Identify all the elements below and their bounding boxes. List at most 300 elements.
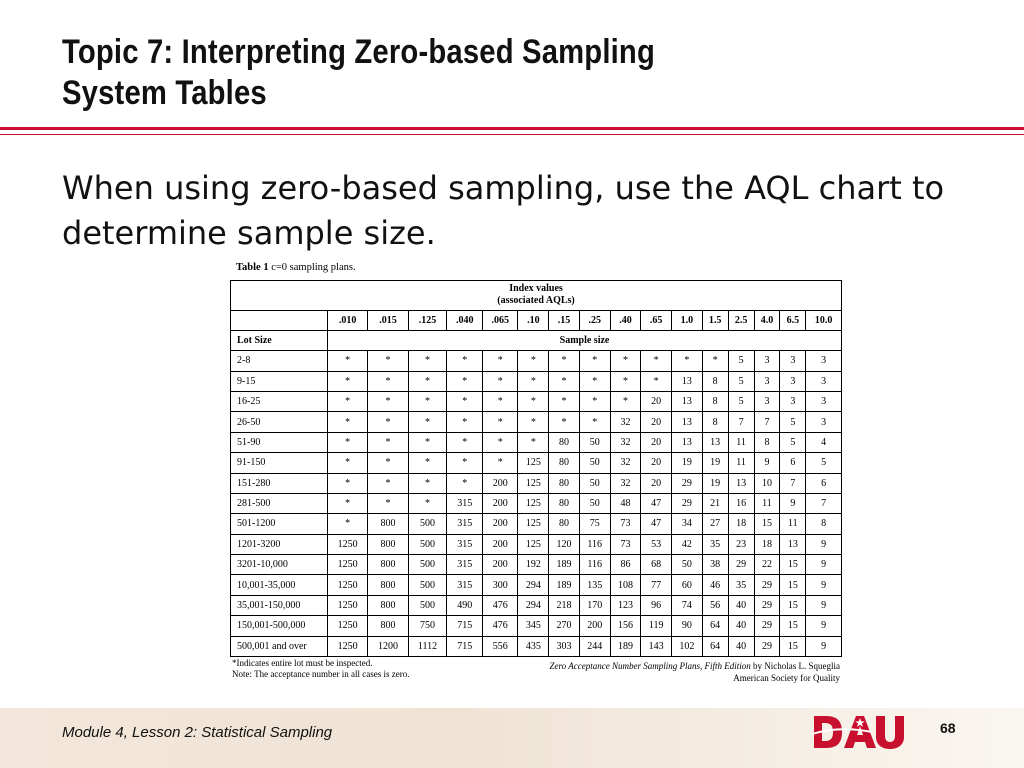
sample-size-cell: 189 xyxy=(610,636,641,656)
sample-size-cell: * xyxy=(408,392,447,412)
sample-size-cell: 29 xyxy=(754,595,780,615)
sample-size-cell: 156 xyxy=(610,616,641,636)
lot-size-cell: 26-50 xyxy=(231,412,328,432)
lot-size-cell: 10,001-35,000 xyxy=(231,575,328,595)
sample-size-cell: 96 xyxy=(641,595,672,615)
sample-size-cell: * xyxy=(368,473,408,493)
index-header-line-2: (associated AQLs) xyxy=(497,295,575,307)
lot-size-cell: 151-280 xyxy=(231,473,328,493)
sample-size-cell: 35 xyxy=(702,534,728,554)
sample-size-cell: * xyxy=(368,453,408,473)
sample-size-cell: 11 xyxy=(780,514,806,534)
sample-size-cell: 50 xyxy=(672,555,703,575)
aql-corner-cell xyxy=(231,310,328,330)
aql-value-cell: 6.5 xyxy=(780,310,806,330)
sample-size-cell: 715 xyxy=(447,636,483,656)
sample-size-cell: 500 xyxy=(408,575,447,595)
lot-size-cell: 3201-10,000 xyxy=(231,555,328,575)
table-row xyxy=(231,371,842,391)
sample-size-cell: * xyxy=(579,371,610,391)
sample-size-cell: 35 xyxy=(728,575,754,595)
sample-size-cell: 200 xyxy=(482,493,518,513)
table-caption-text: c=0 sampling plans. xyxy=(268,262,356,273)
slide-title xyxy=(62,32,836,114)
table-row xyxy=(231,595,842,615)
sample-size-cell: * xyxy=(368,392,408,412)
table-row xyxy=(231,432,842,452)
sample-size-cell: 56 xyxy=(702,595,728,615)
sample-size-cell: 13 xyxy=(728,473,754,493)
sample-size-cell: 108 xyxy=(610,575,641,595)
sample-size-cell: 7 xyxy=(780,473,806,493)
sample-size-cell: * xyxy=(482,453,518,473)
sample-size-cell: 3 xyxy=(806,412,842,432)
sample-size-cell: * xyxy=(447,392,483,412)
sample-size-cell: 29 xyxy=(754,616,780,636)
lot-size-cell: 2-8 xyxy=(231,351,328,371)
aql-value-cell: .15 xyxy=(549,310,580,330)
sample-size-cell: 315 xyxy=(447,575,483,595)
lot-size-cell: 9-15 xyxy=(231,371,328,391)
lot-size-cell: 150,001-500,000 xyxy=(231,616,328,636)
sample-size-cell: 500 xyxy=(408,534,447,554)
sample-size-cell: * xyxy=(408,493,447,513)
table-row xyxy=(231,351,842,371)
sample-size-cell: 3 xyxy=(754,392,780,412)
sample-size-cell: 22 xyxy=(754,555,780,575)
sample-size-cell: 1250 xyxy=(328,555,368,575)
table-row xyxy=(231,575,842,595)
sample-size-cell: * xyxy=(610,351,641,371)
table-header-index xyxy=(231,281,842,311)
sample-size-cell: * xyxy=(447,371,483,391)
sample-size-cell: 3 xyxy=(806,351,842,371)
sample-size-cell: 50 xyxy=(579,473,610,493)
table-row xyxy=(231,412,842,432)
sample-size-cell: 50 xyxy=(579,453,610,473)
sample-size-cell: 715 xyxy=(447,616,483,636)
aql-value-cell: .065 xyxy=(482,310,518,330)
sample-size-cell: 68 xyxy=(641,555,672,575)
sample-size-cell: 1112 xyxy=(408,636,447,656)
sample-size-cell: 64 xyxy=(702,636,728,656)
lot-size-cell: 281-500 xyxy=(231,493,328,513)
sample-size-cell: * xyxy=(328,432,368,452)
sample-size-cell: * xyxy=(328,371,368,391)
sample-size-cell: 315 xyxy=(447,514,483,534)
sample-size-cell: 800 xyxy=(368,534,408,554)
table-caption-number: Table 1 xyxy=(236,262,269,273)
sample-size-cell: 40 xyxy=(728,636,754,656)
sample-size-cell: * xyxy=(549,351,580,371)
sample-size-cell: * xyxy=(518,432,549,452)
sample-size-cell: 13 xyxy=(702,432,728,452)
sample-size-cell: 90 xyxy=(672,616,703,636)
sample-size-cell: 135 xyxy=(579,575,610,595)
sample-size-cell: 10 xyxy=(754,473,780,493)
sample-size-cell: 3 xyxy=(806,392,842,412)
table-row xyxy=(231,493,842,513)
sample-size-cell: 29 xyxy=(728,555,754,575)
sample-size-cell: 75 xyxy=(579,514,610,534)
sample-size-cell: * xyxy=(408,473,447,493)
table-citation xyxy=(550,660,840,684)
sample-size-cell: 3 xyxy=(754,351,780,371)
slide-title-line-1: Topic 7: Interpreting Zero-based Sampling xyxy=(62,33,655,71)
sample-size-cell: * xyxy=(447,412,483,432)
table-header-aql-values xyxy=(231,310,842,330)
dau-logo xyxy=(812,712,904,752)
sample-size-cell: 86 xyxy=(610,555,641,575)
sample-size-cell: 9 xyxy=(754,453,780,473)
sample-size-cell: * xyxy=(482,371,518,391)
sample-size-cell: 800 xyxy=(368,514,408,534)
table-row xyxy=(231,534,842,554)
sample-size-cell: 11 xyxy=(728,453,754,473)
sample-size-cell: 200 xyxy=(579,616,610,636)
sample-size-cell: 80 xyxy=(549,473,580,493)
sample-size-cell: 125 xyxy=(518,473,549,493)
lot-size-cell: 35,001-150,000 xyxy=(231,595,328,615)
sample-size-cell: 29 xyxy=(672,473,703,493)
sample-size-cell: 9 xyxy=(806,555,842,575)
sample-size-cell: 19 xyxy=(672,453,703,473)
index-values-header xyxy=(231,281,842,311)
sample-size-cell: 500 xyxy=(408,514,447,534)
table-row xyxy=(231,473,842,493)
sample-size-cell: 1250 xyxy=(328,616,368,636)
sample-size-cell: 125 xyxy=(518,493,549,513)
aql-value-cell: .10 xyxy=(518,310,549,330)
lot-size-header: Lot Size xyxy=(231,330,328,350)
sample-size-cell: 200 xyxy=(482,534,518,554)
aql-value-cell: .25 xyxy=(579,310,610,330)
sample-size-cell: 303 xyxy=(549,636,580,656)
lot-size-cell: 16-25 xyxy=(231,392,328,412)
sample-size-cell: 300 xyxy=(482,575,518,595)
sample-size-cell: 11 xyxy=(728,432,754,452)
aql-value-cell: .015 xyxy=(368,310,408,330)
sample-size-cell: * xyxy=(549,371,580,391)
sample-size-cell: 3 xyxy=(780,371,806,391)
sample-size-cell: 29 xyxy=(754,636,780,656)
sample-size-cell: 119 xyxy=(641,616,672,636)
sample-size-cell: 102 xyxy=(672,636,703,656)
sample-size-cell: 244 xyxy=(579,636,610,656)
sample-size-cell: 8 xyxy=(702,392,728,412)
sample-size-cell: 4 xyxy=(806,432,842,452)
sample-size-cell: 170 xyxy=(579,595,610,615)
sample-size-cell: 800 xyxy=(368,616,408,636)
sample-size-cell: 1250 xyxy=(328,595,368,615)
sample-size-cell: 15 xyxy=(780,555,806,575)
sample-size-cell: 50 xyxy=(579,493,610,513)
sample-size-cell: 5 xyxy=(806,453,842,473)
sample-size-cell: 476 xyxy=(482,616,518,636)
body-text: When using zero-based sampling, use the AQL chart to determine sample size. xyxy=(62,169,945,252)
table-row xyxy=(231,453,842,473)
sample-size-cell: 345 xyxy=(518,616,549,636)
sample-size-cell: 73 xyxy=(610,514,641,534)
sample-size-cell: 47 xyxy=(641,514,672,534)
sample-size-cell: 556 xyxy=(482,636,518,656)
sample-size-cell: 1200 xyxy=(368,636,408,656)
aql-value-cell: 2.5 xyxy=(728,310,754,330)
sample-size-cell: 500 xyxy=(408,595,447,615)
sample-size-cell: 64 xyxy=(702,616,728,636)
sample-size-cell: 19 xyxy=(702,473,728,493)
aql-value-cell: 1.5 xyxy=(702,310,728,330)
table-notes xyxy=(232,658,410,680)
sample-size-cell: 40 xyxy=(728,595,754,615)
sample-size-cell: 21 xyxy=(702,493,728,513)
sample-size-cell: * xyxy=(672,351,703,371)
sample-size-cell: * xyxy=(447,351,483,371)
sample-size-cell: 8 xyxy=(754,432,780,452)
sample-size-cell: 46 xyxy=(702,575,728,595)
sample-size-cell: * xyxy=(447,432,483,452)
sample-size-cell: 16 xyxy=(728,493,754,513)
sample-size-cell: 3 xyxy=(780,351,806,371)
page-number: 68 xyxy=(940,720,956,736)
sample-size-cell: 189 xyxy=(549,555,580,575)
sample-size-cell: 42 xyxy=(672,534,703,554)
sample-size-cell: 270 xyxy=(549,616,580,636)
aql-value-cell: .65 xyxy=(641,310,672,330)
sample-size-cell: 7 xyxy=(728,412,754,432)
sample-size-cell: 74 xyxy=(672,595,703,615)
sample-size-cell: 15 xyxy=(780,636,806,656)
table-row xyxy=(231,514,842,534)
sample-size-cell: 125 xyxy=(518,453,549,473)
sample-size-cell: * xyxy=(518,371,549,391)
sample-size-cell: * xyxy=(482,432,518,452)
sample-size-cell: 80 xyxy=(549,432,580,452)
sample-size-cell: * xyxy=(368,412,408,432)
sample-size-cell: 5 xyxy=(728,392,754,412)
sample-size-cell: 294 xyxy=(518,595,549,615)
sample-size-cell: * xyxy=(549,412,580,432)
sample-size-cell: 315 xyxy=(447,555,483,575)
sample-size-cell: 1250 xyxy=(328,534,368,554)
sample-size-cell: 23 xyxy=(728,534,754,554)
sample-size-cell: * xyxy=(549,392,580,412)
table-row xyxy=(231,616,842,636)
sample-size-cell: * xyxy=(328,392,368,412)
sample-size-cell: 73 xyxy=(610,534,641,554)
sample-size-cell: 13 xyxy=(672,412,703,432)
sample-size-cell: 80 xyxy=(549,514,580,534)
sample-size-cell: 29 xyxy=(754,575,780,595)
sample-size-cell: * xyxy=(518,412,549,432)
sample-size-cell: * xyxy=(482,351,518,371)
sample-size-cell: 800 xyxy=(368,575,408,595)
sample-size-cell: 47 xyxy=(641,493,672,513)
table-header-sample-size xyxy=(231,330,842,350)
sample-size-cell: 20 xyxy=(641,453,672,473)
sample-size-cell: 32 xyxy=(610,473,641,493)
slide-title-line-2: System Tables xyxy=(62,74,267,112)
title-rule-thick xyxy=(0,127,1024,130)
sample-size-cell: 435 xyxy=(518,636,549,656)
lot-size-cell: 1201-3200 xyxy=(231,534,328,554)
sample-size-cell: 6 xyxy=(806,473,842,493)
sample-size-cell: * xyxy=(408,412,447,432)
sample-size-cell: * xyxy=(328,473,368,493)
citation-author: by Nicholas L. Squeglia xyxy=(750,661,840,671)
sample-size-cell: 125 xyxy=(518,514,549,534)
sample-size-cell: 490 xyxy=(447,595,483,615)
sample-size-cell: 9 xyxy=(780,493,806,513)
lot-size-cell: 501-1200 xyxy=(231,514,328,534)
sample-size-cell: 8 xyxy=(702,371,728,391)
aql-value-cell: .125 xyxy=(408,310,447,330)
sample-size-cell: * xyxy=(368,371,408,391)
table-note-inspected: *Indicates entire lot must be inspected. xyxy=(232,658,373,668)
sample-size-cell: 80 xyxy=(549,493,580,513)
lot-size-cell: 51-90 xyxy=(231,432,328,452)
sample-size-cell: * xyxy=(368,432,408,452)
aql-value-cell: .010 xyxy=(328,310,368,330)
sample-size-cell: 120 xyxy=(549,534,580,554)
table-row xyxy=(231,392,842,412)
sample-size-cell: 9 xyxy=(806,595,842,615)
sample-size-cell: 80 xyxy=(549,453,580,473)
lot-size-cell: 500,001 and over xyxy=(231,636,328,656)
title-rule-thin xyxy=(0,134,1024,135)
citation-title: Zero Acceptance Number Sampling Plans, Fifth Edition xyxy=(549,661,751,671)
sample-size-cell: * xyxy=(641,351,672,371)
sample-size-cell: 116 xyxy=(579,555,610,575)
sample-size-cell: 123 xyxy=(610,595,641,615)
aql-value-cell: 1.0 xyxy=(672,310,703,330)
sample-size-header: Sample size xyxy=(328,330,842,350)
sample-size-cell: 18 xyxy=(754,534,780,554)
sample-size-cell: 32 xyxy=(610,453,641,473)
aql-value-cell: .040 xyxy=(447,310,483,330)
sample-size-cell: 50 xyxy=(579,432,610,452)
sample-size-cell: 9 xyxy=(806,575,842,595)
sample-size-cell: * xyxy=(482,412,518,432)
sample-size-cell: * xyxy=(518,392,549,412)
sample-size-cell: 77 xyxy=(641,575,672,595)
sample-size-cell: 3 xyxy=(780,392,806,412)
aql-sampling-table xyxy=(230,280,842,657)
citation-line-1 xyxy=(550,660,840,672)
sample-size-cell: * xyxy=(328,351,368,371)
sample-size-cell: 29 xyxy=(672,493,703,513)
sample-size-cell: * xyxy=(368,493,408,513)
sample-size-cell: 3 xyxy=(806,371,842,391)
sample-size-cell: 8 xyxy=(702,412,728,432)
sample-size-cell: 5 xyxy=(728,351,754,371)
table-note-acceptance: Note: The acceptance number in all cases is zero. xyxy=(232,669,410,679)
sample-size-cell: 750 xyxy=(408,616,447,636)
sample-size-cell: 20 xyxy=(641,473,672,493)
table-row xyxy=(231,636,842,656)
sample-size-cell: 40 xyxy=(728,616,754,636)
lot-size-cell: 91-150 xyxy=(231,453,328,473)
sample-size-cell: 7 xyxy=(754,412,780,432)
sample-size-cell: 19 xyxy=(702,453,728,473)
sample-size-cell: 34 xyxy=(672,514,703,534)
sample-size-cell: 13 xyxy=(672,371,703,391)
sample-size-cell: 9 xyxy=(806,616,842,636)
sample-size-cell: * xyxy=(518,351,549,371)
sample-size-cell: 13 xyxy=(672,392,703,412)
sample-size-cell: * xyxy=(579,351,610,371)
sample-size-cell: * xyxy=(408,351,447,371)
sample-size-cell: 32 xyxy=(610,412,641,432)
sample-size-cell: 20 xyxy=(641,412,672,432)
sample-size-cell: 1250 xyxy=(328,636,368,656)
sample-size-cell: * xyxy=(579,392,610,412)
table-row xyxy=(231,555,842,575)
sample-size-cell: 32 xyxy=(610,432,641,452)
sample-size-cell: 1250 xyxy=(328,575,368,595)
table-caption xyxy=(236,262,356,273)
sample-size-cell: * xyxy=(579,412,610,432)
sample-size-cell: 9 xyxy=(806,534,842,554)
sample-size-cell: * xyxy=(641,371,672,391)
sample-size-cell: 20 xyxy=(641,392,672,412)
sample-size-cell: 189 xyxy=(549,575,580,595)
aql-value-cell: .40 xyxy=(610,310,641,330)
sample-size-cell: * xyxy=(328,514,368,534)
sample-size-cell: 800 xyxy=(368,555,408,575)
sample-size-cell: * xyxy=(328,412,368,432)
aql-value-cell: 4.0 xyxy=(754,310,780,330)
sample-size-cell: 5 xyxy=(780,412,806,432)
sample-size-cell: 200 xyxy=(482,473,518,493)
sample-size-cell: * xyxy=(610,371,641,391)
sample-size-cell: 5 xyxy=(780,432,806,452)
sample-size-cell: 7 xyxy=(806,493,842,513)
sample-size-cell: 6 xyxy=(780,453,806,473)
footer-module-text: Module 4, Lesson 2: Statistical Sampling xyxy=(62,724,333,741)
sample-size-cell: * xyxy=(408,453,447,473)
sample-size-cell: 20 xyxy=(641,432,672,452)
sample-size-cell: 5 xyxy=(728,371,754,391)
sample-size-cell: 500 xyxy=(408,555,447,575)
sample-size-cell: 15 xyxy=(780,616,806,636)
sample-size-cell: 218 xyxy=(549,595,580,615)
citation-publisher: American Society for Quality xyxy=(733,673,840,683)
sample-size-cell: 3 xyxy=(754,371,780,391)
sample-size-cell: 53 xyxy=(641,534,672,554)
sample-size-cell: * xyxy=(702,351,728,371)
sample-size-cell: * xyxy=(408,432,447,452)
sample-size-cell: 13 xyxy=(780,534,806,554)
sample-size-cell: 60 xyxy=(672,575,703,595)
sample-size-cell: * xyxy=(328,453,368,473)
sample-size-cell: * xyxy=(408,371,447,391)
sample-size-cell: * xyxy=(447,453,483,473)
sample-size-cell: 315 xyxy=(447,493,483,513)
sample-size-cell: 48 xyxy=(610,493,641,513)
sample-size-cell: * xyxy=(610,392,641,412)
aql-value-cell: 10.0 xyxy=(806,310,842,330)
sample-size-cell: 11 xyxy=(754,493,780,513)
sample-size-cell: 15 xyxy=(754,514,780,534)
sample-size-cell: 9 xyxy=(806,636,842,656)
sample-size-cell: 15 xyxy=(780,575,806,595)
sample-size-cell: 200 xyxy=(482,555,518,575)
sample-size-cell: 27 xyxy=(702,514,728,534)
sample-size-cell: 200 xyxy=(482,514,518,534)
sample-size-cell: * xyxy=(368,351,408,371)
sample-size-cell: 15 xyxy=(780,595,806,615)
